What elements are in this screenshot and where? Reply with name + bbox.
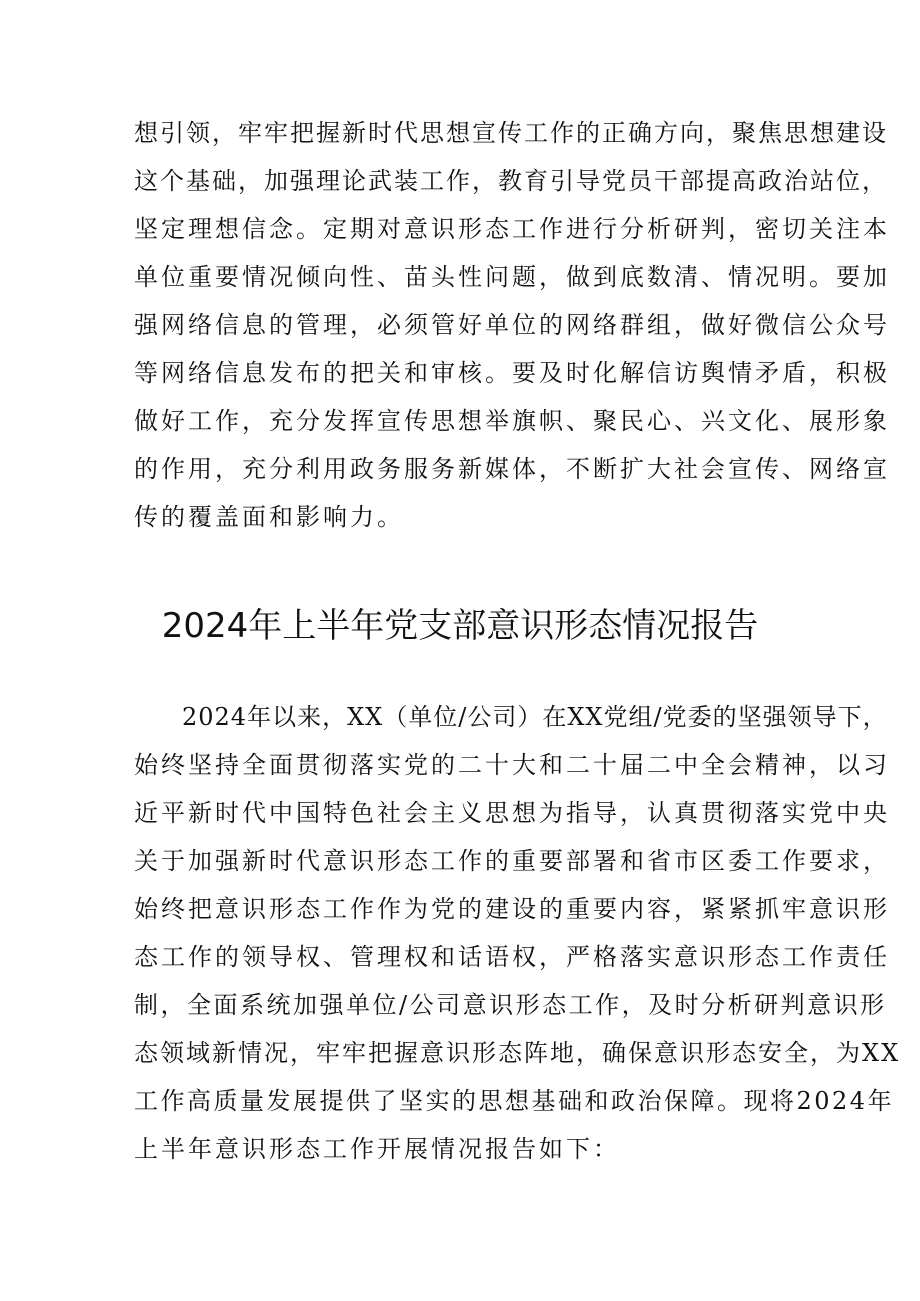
intro-line-2: 这个基础，加强理论武装工作，教育引导党员干部提高政治站位， [134, 167, 888, 195]
report-title: 2024年上半年党支部意识形态情况报告 [161, 606, 759, 646]
intro-line-3: 坚定理想信念。定期对意识形态工作进行分析研判，密切关注本 [134, 215, 890, 243]
body-line-3: 近平新时代中国特色社会主义思想为指导，认真贯彻落实党中央 [134, 799, 890, 827]
intro-line-6: 等网络信息发布的把关和审核。要及时化解信访舆情矛盾，积极 [134, 359, 890, 387]
body-line-5: 始终把意识形态工作作为党的建设的重要内容，紧紧抓牢意识形 [134, 895, 890, 923]
intro-line-1: 想引领，牢牢把握新时代思想宣传工作的正确方向，聚焦思想建设 [134, 119, 888, 147]
body-line-9: 工作高质量发展提供了坚实的思想基础和政治保障。现将2024年 [134, 1087, 895, 1115]
intro-line-4: 单位重要情况倾向性、苗头性问题，做到底数清、情况明。要加 [134, 263, 890, 291]
intro-line-9: 传的覆盖面和影响力。 [134, 503, 404, 531]
body-line-4: 关于加强新时代意识形态工作的重要部署和省市区委工作要求， [134, 847, 890, 875]
intro-line-7: 做好工作，充分发挥宣传思想举旗帜、聚民心、兴文化、展形象 [134, 407, 890, 435]
body-line-7: 制，全面系统加强单位/公司意识形态工作，及时分析研判意识形 [134, 991, 887, 1019]
body-line-1: 2024年以来，XX（单位/公司）在XX党组/党委的坚强领导下， [182, 703, 888, 731]
body-line-2: 始终坚持全面贯彻落实党的二十大和二十届二中全会精神，以习 [134, 751, 890, 779]
body-line-8: 态领域新情况，牢牢把握意识形态阵地，确保意识形态安全，为XX [134, 1039, 901, 1067]
body-line-6: 态工作的领导权、管理权和话语权，严格落实意识形态工作责任 [134, 943, 890, 971]
body-line-10: 上半年意识形态工作开展情况报告如下： [134, 1135, 620, 1163]
intro-line-8: 的作用，充分利用政务服务新媒体，不断扩大社会宣传、网络宣 [134, 455, 890, 483]
intro-line-5: 强网络信息的管理，必须管好单位的网络群组，做好微信公众号 [134, 311, 890, 339]
